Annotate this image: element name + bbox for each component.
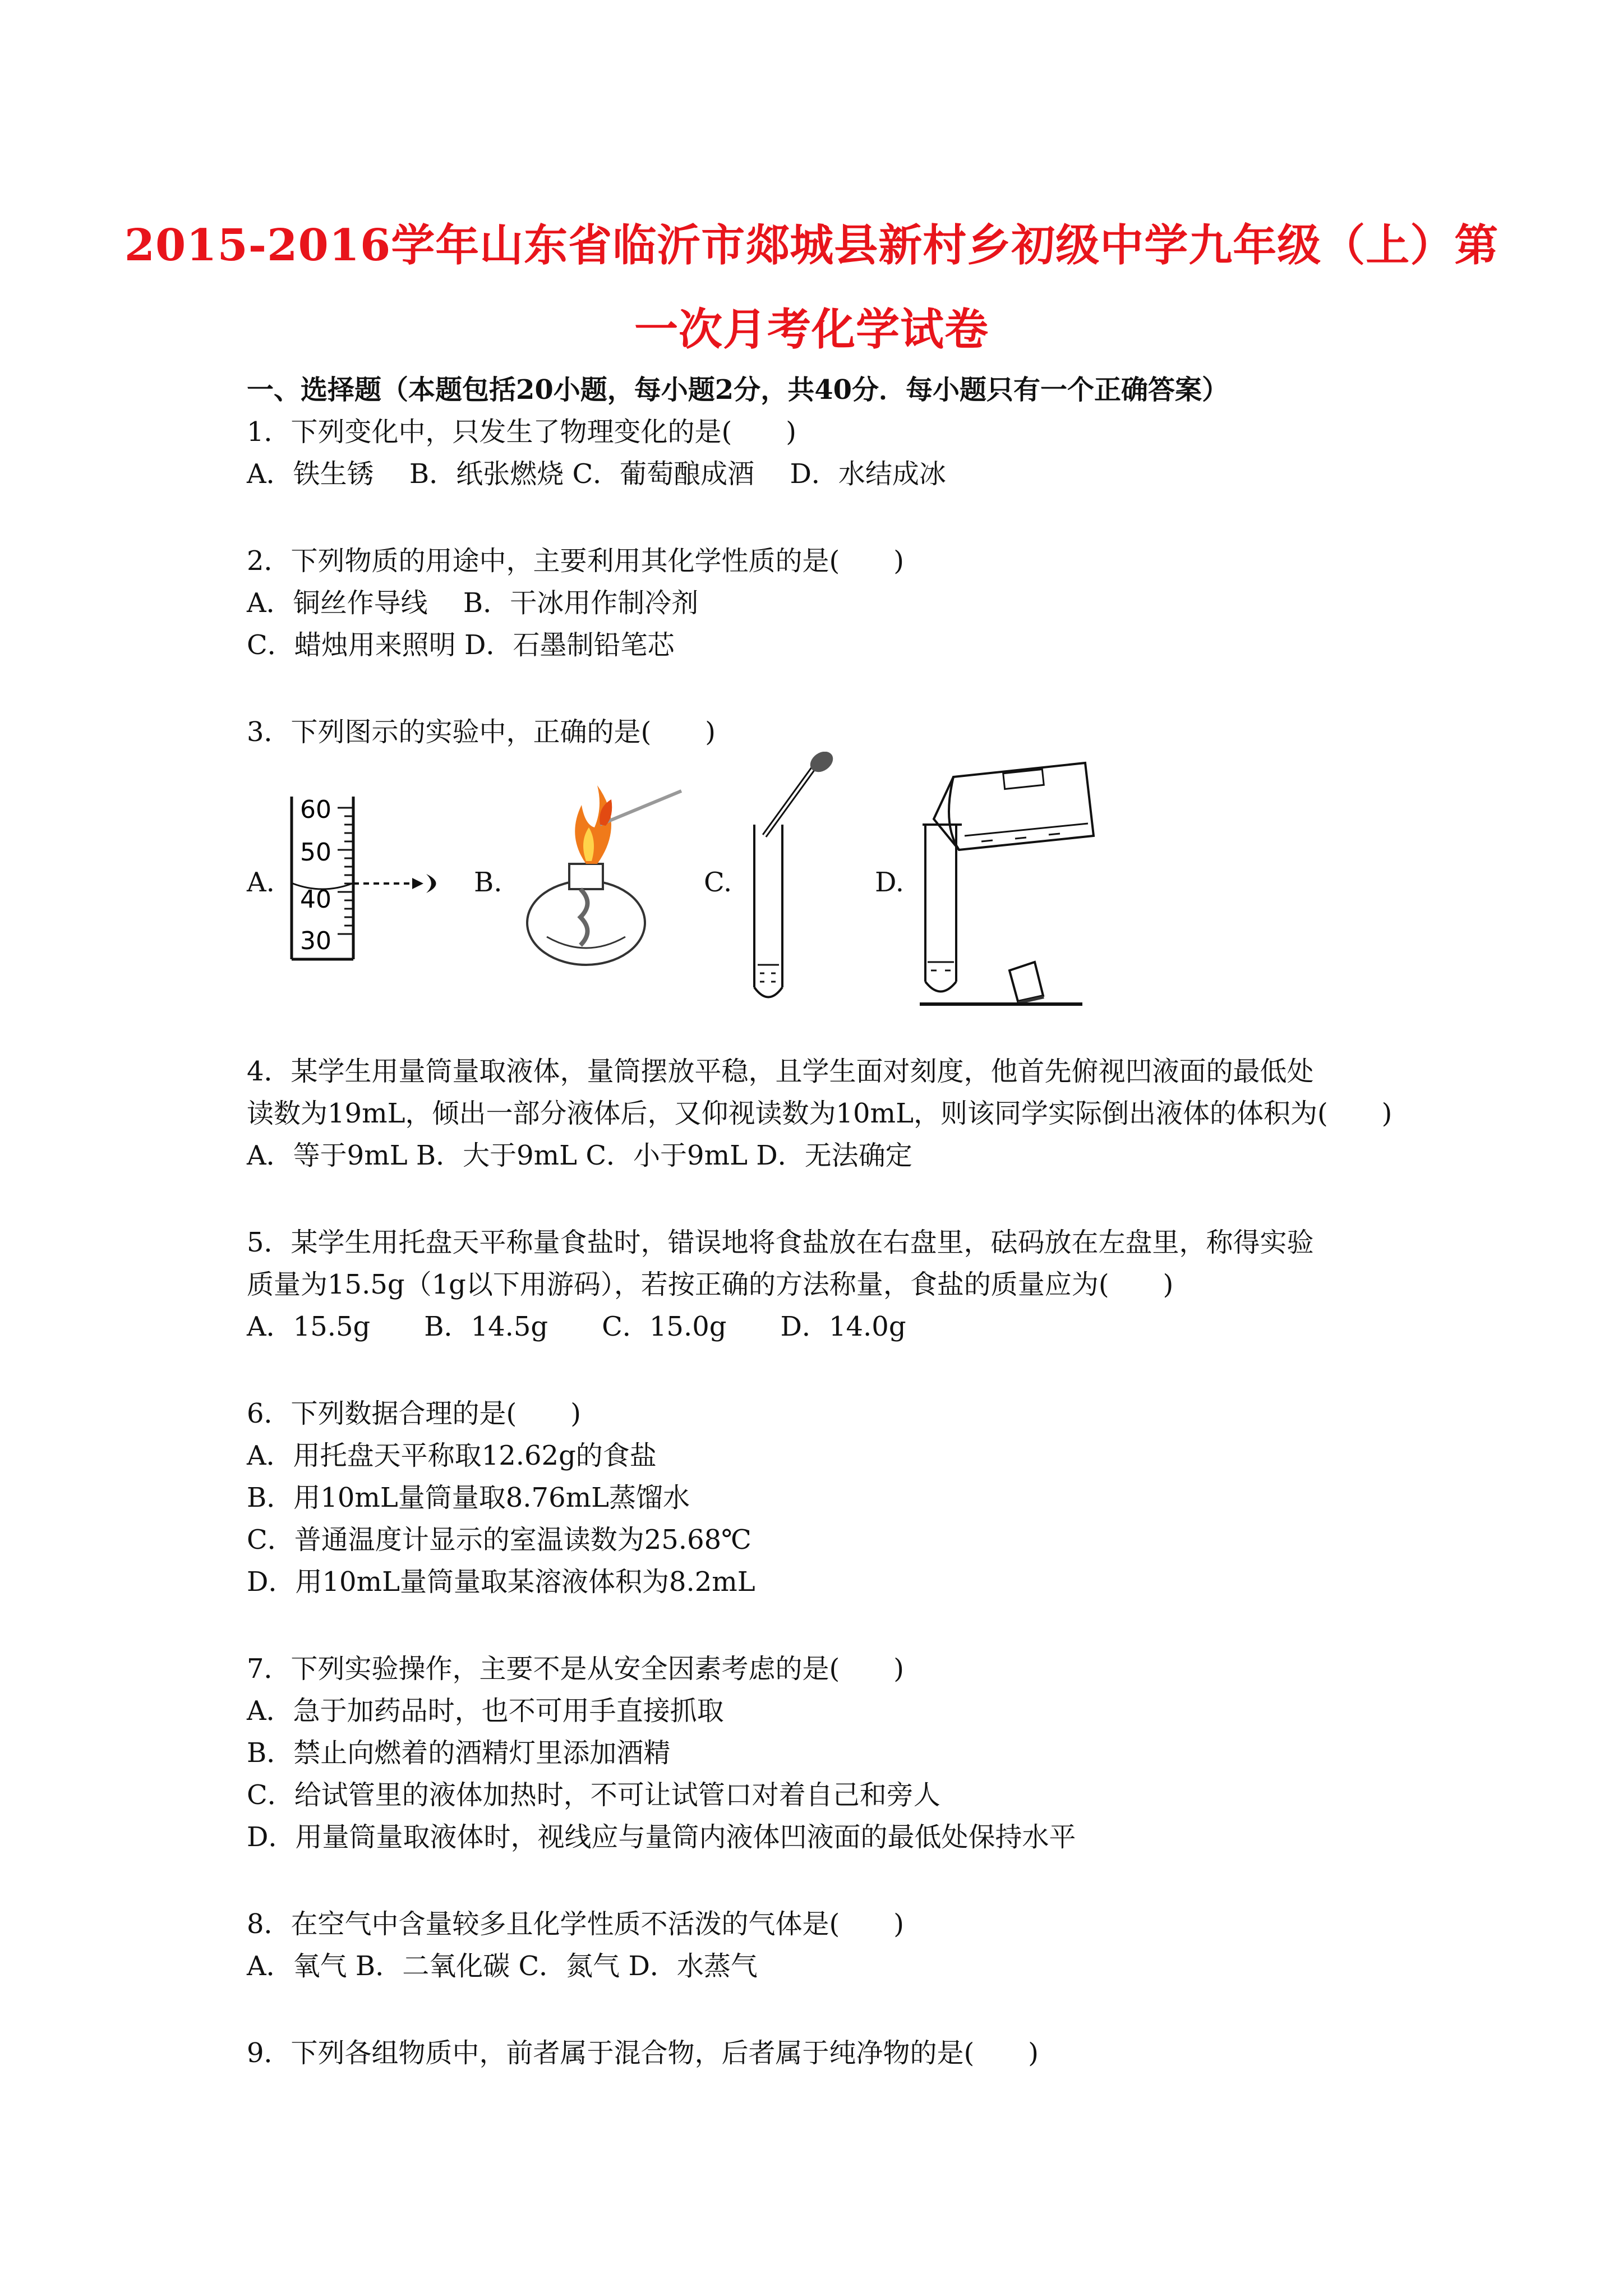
question-5-options: A．15.5g B．14.5g C．15.0g D．14.0g xyxy=(247,1311,906,1342)
cylinder-tick-50: 50 xyxy=(300,838,331,867)
question-9-stem: 9．下列各组物质中，前者属于混合物，后者属于纯净物的是( ) xyxy=(247,2037,1039,2069)
question-2-stem: 2．下列物质的用途中，主要利用其化学性质的是( ) xyxy=(247,545,904,577)
question-3-stem: 3．下列图示的实验中，正确的是( ) xyxy=(247,716,716,748)
page-title-line-2: 一次月考化学试卷 xyxy=(634,304,989,355)
question-7-option-a: A．急于加药品时，也不可用手直接抓取 xyxy=(247,1695,724,1727)
question-8-stem: 8．在空气中含量较多且化学性质不活泼的气体是( ) xyxy=(247,1908,904,1940)
figure-label-b: B. xyxy=(474,867,502,898)
question-2-options-line-1: A．铜丝作导线 B．干冰用作制冷剂 xyxy=(247,587,699,619)
question-6-stem: 6．下列数据合理的是( ) xyxy=(247,1398,581,1429)
question-7-option-d: D．用量筒量取液体时，视线应与量筒内液体凹液面的最低处保持水平 xyxy=(247,1821,1076,1853)
eye-icon xyxy=(426,874,436,893)
question-1-stem: 1．下列变化中，只发生了物理变化的是( ) xyxy=(247,416,796,448)
question-4-options: A．等于9mL B．大于9mL C．小于9mL D．无法确定 xyxy=(247,1140,912,1171)
figure-c-dropper-test-tube xyxy=(743,752,855,1004)
question-6-option-a: A．用托盘天平称取12.62g的食盐 xyxy=(247,1440,657,1471)
question-1-options: A．铁生锈 B．纸张燃烧 C．葡萄酿成酒 D．水结成冰 xyxy=(247,458,946,490)
question-4-stem-line-1: 4．某学生用量筒量取液体，量筒摆放平稳，且学生面对刻度，他首先俯视凹液面的最低处 xyxy=(247,1056,1314,1087)
cylinder-tick-60: 60 xyxy=(300,795,331,824)
question-6-option-b: B．用10mL量筒量取8.76mL蒸馏水 xyxy=(247,1482,690,1513)
question-2-options-line-2: C．蜡烛用来照明 D．石墨制铅笔芯 xyxy=(247,629,675,661)
cylinder-tick-30: 30 xyxy=(300,927,331,955)
question-4-stem-line-2: 读数为19mL，倾出一部分液体后，又仰视读数为10mL，则该同学实际倒出液体的体积为( ) xyxy=(247,1098,1393,1129)
question-8-options: A．氧气 B．二氧化碳 C．氮气 D．水蒸气 xyxy=(247,1950,758,1982)
figure-a-graduated-cylinder xyxy=(286,791,454,970)
question-6-option-d: D．用10mL量筒量取某溶液体积为8.2mL xyxy=(247,1566,755,1598)
figure-label-c: C. xyxy=(704,867,732,898)
figure-d-pouring-liquid xyxy=(920,752,1105,1015)
section-header: 一、选择题（本题包括20小题，每小题2分，共40分．每小题只有一个正确答案） xyxy=(247,374,1229,406)
question-7-option-c: C．给试管里的液体加热时，不可让试管口对着自己和旁人 xyxy=(247,1779,940,1811)
question-6-option-c: C．普通温度计显示的室温读数为25.68℃ xyxy=(247,1524,751,1556)
question-7-option-b: B．禁止向燃着的酒精灯里添加酒精 xyxy=(247,1737,671,1769)
cylinder-tick-40: 40 xyxy=(300,885,331,914)
figure-b-alcohol-lamps xyxy=(513,774,693,976)
question-7-stem: 7．下列实验操作，主要不是从安全因素考虑的是( ) xyxy=(247,1653,904,1685)
question-5-stem-line-1: 5．某学生用托盘天平称量食盐时，错误地将食盐放在右盘里，砝码放在左盘里，称得实验 xyxy=(247,1227,1314,1258)
figure-label-d: D. xyxy=(875,867,905,898)
question-5-stem-line-2: 质量为15.5g（1g以下用游码），若按正确的方法称量，食盐的质量应为( ) xyxy=(247,1269,1174,1300)
page-title-line-1: 2015-2016学年山东省临沂市郯城县新村乡初级中学九年级（上）第 xyxy=(124,220,1499,271)
figure-label-a: A. xyxy=(247,867,275,898)
